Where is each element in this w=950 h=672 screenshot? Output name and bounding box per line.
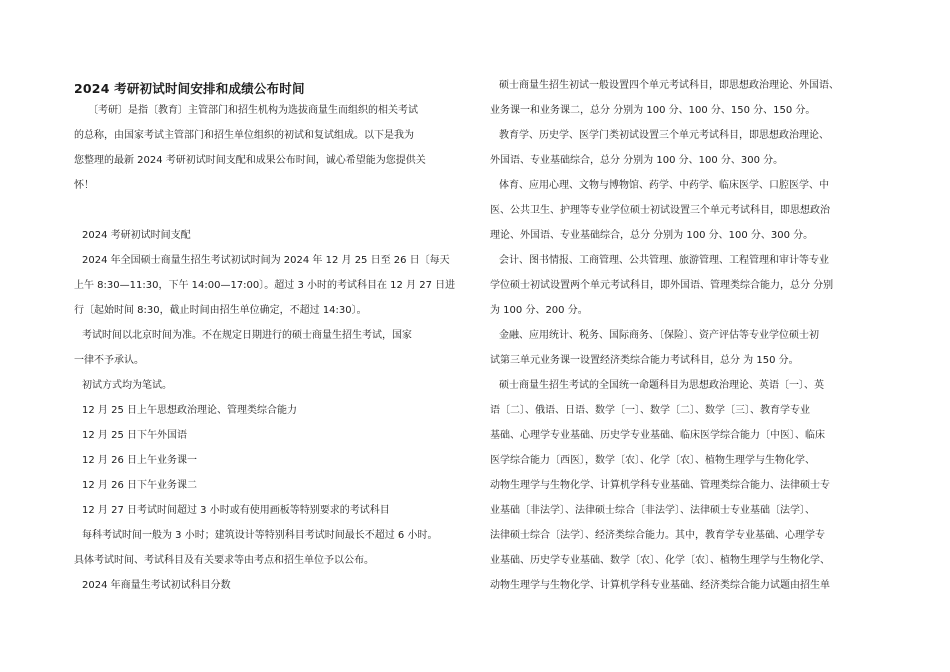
- intro-line: 您整理的最新 2024 考研初试时间支配和成果公布时间，诚心希望能为您提供关: [74, 155, 426, 166]
- intro-line: 的总称，由国家考试主管部门和招生单位组织的初试和复试组成。以下是我为: [74, 130, 414, 141]
- subjects-line: 业基础、历史学专业基础、数学〔农〕、化学〔农〕、植物生理学与生物化学、: [490, 555, 830, 566]
- duration-line: 具体考试时间、考试科目及有关要求等由考点和招生单位予以公布。: [74, 555, 374, 566]
- schedule-line: 上午 8:30—11:30，下午 14:00—17:00〕。超过 3 小时的考试科目在 12 月 27 日进: [74, 280, 456, 291]
- scores-line: 外国语、专业基础综合，总分 分别为 100 分、100 分、300 分。: [490, 155, 784, 166]
- intro-line: 怀！: [74, 180, 94, 191]
- scores-line: 体育、应用心理、文物与博物馆、药学、中药学、临床医学、口腔医学、中: [499, 180, 829, 191]
- subjects-line: 硕士商量生招生考试的全国统一命题科目为思想政治理论、英语〔一〕、英: [499, 380, 824, 391]
- subjects-line: 动物生理学与生物化学、计算机学科专业基础、管理类综合能力、法律硕士专: [490, 480, 830, 491]
- subjects-line: 基础、心理学专业基础、历史学专业基础、临床医学综合能力〔中医〕、临床: [490, 430, 825, 441]
- scores-line: 为 100 分、200 分。: [490, 305, 588, 316]
- written-exam-note: 初试方式均为笔试。: [82, 380, 172, 391]
- beijing-time-line: 考试时间以北京时间为准。不在规定日期进行的硕士商量生招生考试，国家: [82, 330, 412, 341]
- subjects-line: 业基础〔非法学〕、法律硕士综合〔非法学〕、法律硕士专业基础〔法学〕、: [490, 505, 815, 516]
- scores-line: 试第三单元业务课一设置经济类综合能力考试科目，总分 为 150 分。: [490, 355, 799, 366]
- day-schedule-item: 12 月 26 日上午业务课一: [82, 455, 197, 466]
- scores-line: 医、公共卫生、护理等专业学位硕士初试设置三个单元考试科目，即思想政治: [490, 205, 830, 216]
- day-schedule-item: 12 月 26 日下午业务课二: [82, 480, 197, 491]
- day-schedule-item: 12 月 25 日上午思想政治理论、管理类综合能力: [82, 405, 297, 416]
- document-title: 2024 考研初试时间安排和成绩公布时间: [74, 81, 305, 96]
- scores-line: 硕士商量生招生初试一般设置四个单元考试科目，即思想政治理论、外国语、: [499, 80, 839, 91]
- scores-line: 会计、图书情报、工商管理、公共管理、旅游管理、工程管理和审计等专业: [499, 255, 829, 266]
- day-schedule-item: 12 月 25 日下午外国语: [82, 430, 187, 441]
- subjects-line: 法律硕士综合〔法学〕、经济类综合能力。其中，教育学专业基础、心理学专: [490, 530, 825, 541]
- scores-line: 金融、应用统计、税务、国际商务、〔保险〕、资产评估等专业学位硕士初: [499, 330, 819, 341]
- section-heading: 2024 考研初试时间支配: [82, 230, 191, 241]
- day-schedule-item: 12 月 27 日考试时间超过 3 小时或有使用画板等特别要求的考试科目: [82, 505, 390, 516]
- scores-heading: 2024 年商量生考试初试科目分数: [82, 580, 231, 591]
- beijing-time-line: 一律不予承认。: [74, 355, 144, 366]
- scores-line: 理论、外国语、专业基础综合，总分 分别为 100 分、100 分、300 分。: [490, 230, 814, 241]
- scores-line: 教育学、历史学、医学门类初试设置三个单元考试科目，即思想政治理论、: [499, 130, 829, 141]
- schedule-line: 2024 年全国硕士商量生招生考试初试时间为 2024 年 12 月 25 日至 26 日〔每天: [82, 255, 450, 266]
- intro-line: 〔考研〕是指〔教育〕主管部门和招生机构为选拔商量生而组织的相关考试: [88, 105, 418, 116]
- scores-line: 学位硕士初试设置两个单元考试科目，即外国语、管理类综合能力，总分 分别: [490, 280, 834, 291]
- scores-line: 业务课一和业务课二，总分 分别为 100 分、100 分、150 分、150 分。: [490, 105, 816, 116]
- subjects-line: 医学综合能力〔西医〕，数学〔农〕、化学〔农〕、植物生理学与生物化学、: [490, 455, 815, 466]
- subjects-line: 动物生理学与生物化学、计算机学科专业基础、经济类综合能力试题由招生单: [490, 580, 830, 591]
- subjects-line: 语〔二〕、俄语、日语、数学〔一〕、数学〔二〕、数学〔三〕、教育学专业: [490, 405, 810, 416]
- duration-line: 每科考试时间一般为 3 小时；建筑设计等特别科目考试时间最长不超过 6 小时。: [82, 530, 438, 541]
- schedule-line: 行〔起始时间 8:30，截止时间由招生单位确定，不超过 14:30〕。: [74, 305, 367, 316]
